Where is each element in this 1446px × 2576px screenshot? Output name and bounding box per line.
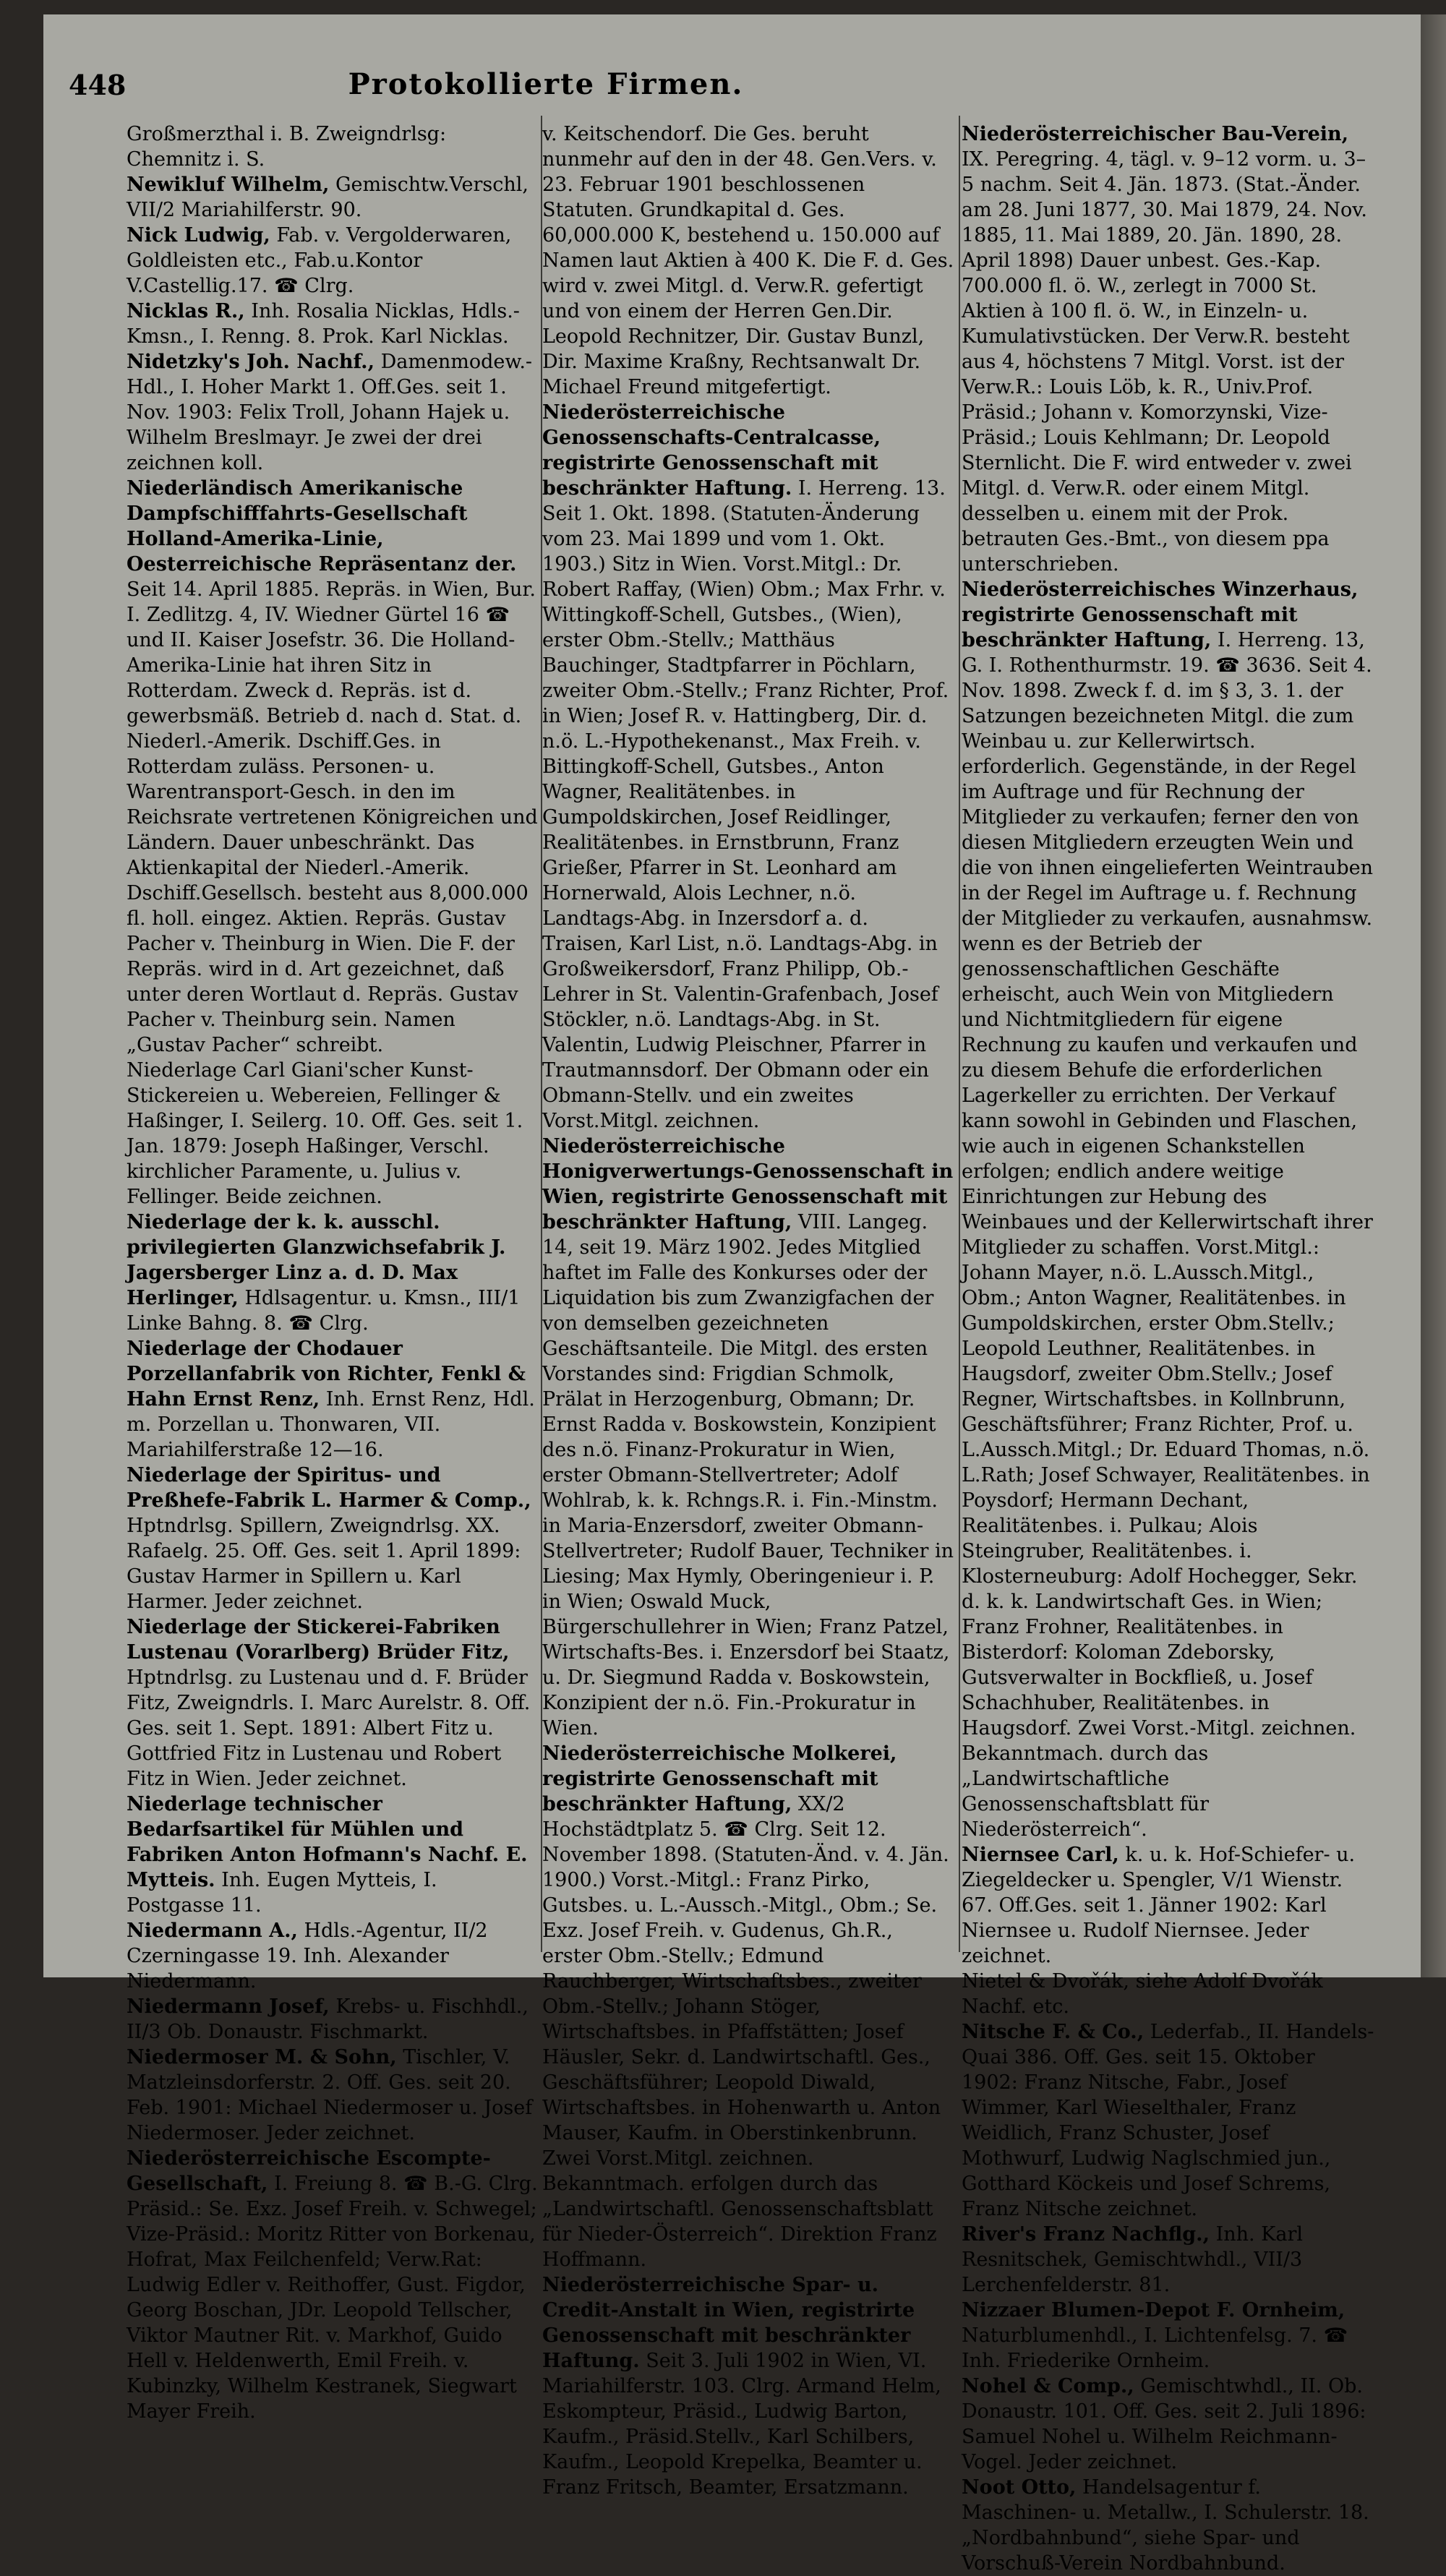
firm-details: Tischler, V. Matzleinsdorferstr. 2. Off. Ges. seit 20. Feb. 1901: Michael Niedermoser u. Josef Niedermoser. Jeder zeichnet.	[127, 2046, 533, 2144]
firm-details: Krebs- u. Fischhdl., II/3 Ob. Donaustr. Fischmarkt.	[127, 1995, 529, 2043]
firm-name: Niederlage der Spiritus- und Preßhefe-Fabrik L. Harmer & Comp.,	[127, 1464, 531, 1512]
firm-name: River's Franz Nachflg.,	[962, 2223, 1210, 2246]
firm-name: Niederösterreichisches Winzerhaus, registrirte Genossenschaft mit beschränkter Haftung,	[962, 578, 1359, 651]
page-number: 448	[69, 69, 127, 101]
firm-details: Inh. Rosalia Nicklas, Hdls.-Kmsn., I. Renng. 8. Prok. Karl Nicklas.	[127, 300, 520, 348]
firm-name: Niederlage technischer Bedarfsartikel für Mühlen und Fabriken Anton Hofmann's Nachf. E. Mytteis.	[127, 1793, 528, 1891]
firm-details: IX. Peregring. 4, tägl. v. 9–12 vorm. u. 3–5 nachm. Seit 4. Jän. 1873. (Stat.-Änder. am 28. Juni 1877, 30. Mai 1879, 24. Nov. 1885, 11. Mai 1889, 20. Jän. 1890, 28. April 1898) Dauer unbest. Ges.-Kap. 700.000 fl. ö. W., zerlegt in 7000 St. Aktien à 100 fl. ö. W., in Einzeln- u. Kumulativstücken. Der Verw.R. besteht aus 4, höchstens 7 Mitgl. Vorst. ist der Verw.R.: Louis Löb, k. R., Univ.Prof. Präsid.; Johann v. Komorzynski, Vize-Präsid.; Louis Kehlmann; Dr. Leopold Sternlicht. Die F. wird entweder v. zwei Mitgl. d. Verw.R. oder einem Mitgl. desselben u. einem mit der Prok. betrauten Ges.-Bmt., von diesem ppa unterschrieben.	[962, 148, 1367, 575]
column-middle	[542, 121, 954, 2499]
firm-entry	[962, 2222, 1377, 2298]
firm-entry	[962, 2298, 1377, 2374]
firm-entry	[542, 2272, 954, 2500]
firm-entry	[127, 2045, 539, 2146]
firm-name: Niernsee Carl,	[962, 1844, 1119, 1866]
firm-details: Seit 3. Juli 1902 in Wien, VI. Mariahilferstr. 103. Clrg. Armand Helm, Eskompteur, Präsid., Ludwig Barton, Kaufm., Präsid.Stellv., Karl Schilbers, Kaufm., Leopold Krepelka, Beamter u. Franz Fritsch, Beamter, Ersatzmann.	[542, 2350, 941, 2499]
firm-entry	[962, 577, 1377, 1842]
column-right	[962, 121, 1377, 2575]
firm-details: Fab. v. Vergolderwaren, Goldleisten etc., Fab.u.Kontor V.Castellig.17. ☎ Clrg.	[127, 224, 512, 297]
firm-entry	[542, 1134, 954, 1741]
firm-details: Handelsagentur f. Maschinen- u. Metallw., I. Schulerstr. 18.	[962, 2476, 1369, 2524]
firm-details: Inh. Karl Resnitschek, Gemischtwhdl., VII/3 Lerchenfelderstr. 81.	[962, 2223, 1303, 2296]
firm-entry	[542, 121, 954, 400]
firm-entry	[962, 1842, 1377, 1969]
firm-details: Gemischtw.Verschl, VII/2 Mariahilferstr. 90.	[127, 174, 529, 221]
firm-details: Hptndrlsg. Spillern, Zweigndrlsg. XX. Rafaelg. 25. Off. Ges. seit 1. April 1899: Gustav Harmer in Spillern u. Karl Harmer. Jeder zeichnet.	[127, 1515, 521, 1613]
firm-entry	[962, 2374, 1377, 2475]
firm-name: Niederlage der k. k. ausschl. privilegierten Glanzwichsefabrik J. Jagersberger Linz a. d. D. Max Herlinger,	[127, 1211, 506, 1309]
firm-details: Inh. Eugen Mytteis, I. Postgasse 11.	[127, 1869, 437, 1917]
running-title: Protokollierte Firmen.	[348, 67, 744, 101]
firm-details: I. Herreng. 13, G. I. Rothenthurmstr. 19. ☎ 3636. Seit 4. Nov. 1898. Zweck f. d. im § 3, 3. 1. der Satzungen bezeichneten Mitgl. die zum Weinbau u. zur Kellerwirtsch. erforderlich. Gegenstände, in der Regel im Auftrage und für Rechnung der Mitglieder zu verkaufen; ferner den von diesen Mitgliedern erzeugten Wein und die von ihnen eingelieferten Weintrauben in der Regel im Auftrage u. f. Rechnung der Mitglieder zu verkaufen, ausnahmsw. wenn es der Betrieb der genossenschaftlichen Geschäfte erheischt, auch Wein von Mitgliedern und Nichtmitgliedern für eigene Rechnung zu kaufen und verkaufen und zu diesem Behufe die erforderlichen Lagerkeller zu errichten. Der Verkauf kann sowohl in Gebinden und Flaschen, wie auch in eigenen Schankstellen erfolgen; endlich andere weitige Einrichtungen zur Hebung des Weinbaues und der Kellerwirtschaft ihrer Mitglieder zu schaffen. Vorst.Mitgl.: Johann Mayer, n.ö. L.Aussch.Mitgl., Obm.; Anton Wagner, Realitätenbes. in Gumpoldskirchen, erster Obm.Stellv.; Leopold Leuthner, Realitätenbes. in Haugsdorf, zweiter Obm.Stellv.; Josef Regner, Wirtschaftsbes. in Kollnbrunn, Geschäftsführer; Franz Richter, Prof. u. L.Aussch.Mitgl.; Dr. Eduard Thomas, n.ö. L.Rath; Josef Schwayer, Realitätenbes. in Poysdorf; Hermann Dechant, Realitätenbes. i. Pulkau; Alois Steingruber, Realitätenbes. i. Klosterneuburg: Adolf Hochegger, Sekr. d. k. k. Landwirtschaft Ges. in Wien; Franz Frohner, Realitätenbes. in Bisterdorf: Koloman Zdeborsky, Gutsverwalter in Bockfließ, u. Josef Schachhuber, Realitätenbes. in Haugsdorf. Zwei Vorst.-Mitgl. zeichnen. Bekanntmach. durch das „Landwirtschaftliche Genossenschaftsblatt für Niederösterreich“.	[962, 629, 1373, 1841]
column-rule	[959, 116, 960, 1952]
page-edge	[1421, 14, 1446, 1977]
firm-entry	[127, 476, 539, 1058]
firm-name: Niederlage der Chodauer Porzellanfabrik von Richter, Fenkl & Hahn Ernst Renz,	[127, 1338, 526, 1411]
firm-entry	[127, 1336, 539, 1463]
firm-details: XX/2 Hochstädtplatz 5. ☎ Clrg. Seit 12. November 1898. (Statuten-Änd. v. 4. Jän. 1900.) Vorst.-Mitgl.: Franz Pirko, Gutsbes. u. L.-Aussch.-Mitgl., Obm.; Se. Exz. Josef Freih. v. Gudenus, Gh.R., erster Obm.-Stellv.; Edmund Rauchberger, Wirtschaftsbes., zweiter Obm.-Stellv.; Johann Stöger, Wirtschaftsbes. in Pfaffstätten; Josef Häusler, Sekr. d. Landwirtschaftl. Ges., Geschäftsführer; Leopold Diwald, Wirtschaftsbes. in Hohenwarth u. Anton Mauser, Kaufm. in Oberstinkenbrunn. Zwei Vorst.Mitgl. zeichnen. Bekanntmach. erfolgen durch das „Landwirtschaftl. Genossenschaftsblatt für Nieder-Österreich“. Direktion Franz Hoffmann.	[542, 1793, 949, 2271]
firm-name: Niederösterreichische Escompte-Gesellschaft,	[127, 2147, 491, 2195]
firm-details: I. Freiung 8. ☎ B.-G. Clrg. Präsid.: Se. Exz. Josef Freih. v. Schwegel; Vize-Präsid.: Moritz Ritter von Borkenau, Hofrat, Max Feilchenfeld; Verw.Rat: Ludwig Edler v. Reithoffer, Gust. Figdor, Georg Boschan, JDr. Leopold Tellscher, Viktor Mautner Rit. v. Markhof, Guido Hell v. Heldenwerth, Emil Freih. v. Kubinzky, Wilhelm Kestranek, Siegwart Mayer Freih.	[127, 2173, 538, 2423]
firm-entry	[962, 2525, 1377, 2576]
firm-details: Gemischtwhdl., II. Ob. Donaustr. 101. Off. Ges. seit 2. Juli 1896: Samuel Nohel u. Wilhelm Reichmann-Vogel. Jeder zeichnet.	[962, 2375, 1366, 2473]
firm-name: Nizzaer Blumen-Depot F. Ornheim,	[962, 2299, 1346, 2322]
firm-name: Niederösterreichische Molkerei, registrirte Genossenschaft mit beschränkter Haftung,	[542, 1742, 897, 1815]
firm-name: Nick Ludwig,	[127, 224, 270, 247]
firm-name: Niederösterreichischer Bau-Verein,	[962, 123, 1349, 145]
firm-entry	[127, 2146, 539, 2424]
firm-details: Naturblumenhdl., I. Lichtenfelsg. 7. ☎ Inh. Friederike Ornheim.	[962, 2324, 1348, 2372]
firm-entry	[962, 2475, 1377, 2525]
firm-name: Noot Otto,	[962, 2476, 1077, 2499]
firm-entry	[127, 1994, 539, 2045]
firm-details: Nietel & Dvořák, siehe Adolf Dvořák Nachf. etc.	[962, 1970, 1323, 2018]
firm-entry	[127, 1792, 539, 1918]
firm-entry	[127, 1614, 539, 1792]
firm-name: Niederösterreichische Honigverwertungs-Genossenschaft in Wien, registrirte Genossenschaft mit beschränkter Haftung,	[542, 1135, 954, 1233]
firm-name: Niederösterreichische Spar- u. Credit-Anstalt in Wien, registrirte Genossenschaft mit beschränkter Haftung.	[542, 2274, 915, 2372]
firm-entry	[127, 1210, 539, 1336]
firm-details: Niederlage Carl Giani'scher Kunst-Stickereien u. Webereien, Fellinger & Haßinger, I. Seilerg. 10. Off. Ges. seit 1. Jan. 1879: Joseph Haßinger, Verschl. kirchlicher Paramente, u. Julius v. Fellinger. Beide zeichnen.	[127, 1059, 523, 1208]
firm-details: Lederfab., II. Handels-Quai 386. Off. Ges. seit 15. Oktober 1902: Franz Nitsche, Fabr., Josef Wimmer, Karl Wieselthaler, Franz Weidlich, Franz Schuster, Josef Mothwurf, Ludwig Naglschmied jun., Gotthard Köckeis und Josef Schrems, Franz Nitsche zeichnet.	[962, 2021, 1374, 2220]
firm-details: Großmerzthal i. B. Zweigndrlsg: Chemnitz i. S.	[127, 123, 447, 171]
firm-entry	[542, 400, 954, 1134]
page-header	[69, 69, 922, 112]
firm-entry	[127, 1463, 539, 1614]
firm-entry	[962, 1969, 1377, 2019]
firm-entry	[127, 1918, 539, 1994]
firm-details: „Nordbahnbund“, siehe Spar- und Vorschuß-Verein Nordbahnbund.	[962, 2527, 1300, 2575]
firm-entry	[127, 121, 539, 172]
firm-name: Niedermann Josef,	[127, 1995, 330, 2018]
firm-details: VIII. Langeg. 14, seit 19. März 1902. Jedes Mitglied haftet im Falle des Konkurses oder der Liquidation bis zum Zwanzigfachen der von demselben gezeichneten Geschäftsanteile. Die Mitgl. des ersten Vorstandes sind: Frigdian Schmolk, Prälat in Herzogenburg, Obmann; Dr. Ernst Radda v. Boskowstein, Konzipient des n.ö. Finanz-Prokuratur in Wien, erster Obmann-Stellvertreter; Adolf Wohlrab, k. k. Rchngs.R. i. Fin.-Minstm. in Maria-Enzersdorf, zweiter Obmann-Stellvertreter; Rudolf Bauer, Techniker in Liesing; Max Hymly, Oberingenieur i. P. in Wien; Oswald Muck, Bürgerschullehrer in Wien; Franz Patzel, Wirtschafts-Bes. i. Enzersdorf bei Staatz, u. Dr. Siegmund Radda v. Boskowstein, Konzipient der n.ö. Fin.-Prokuratur in Wien.	[542, 1211, 954, 1740]
firm-name: Nohel & Comp.,	[962, 2375, 1134, 2397]
firm-details: Hdlsagentur. u. Kmsn., III/1 Linke Bahng. 8. ☎ Clrg.	[127, 1287, 521, 1335]
firm-details: I. Herreng. 13. Seit 1. Okt. 1898. (Statuten-Änderung vom 23. Mai 1899 und vom 1. Okt. 1903.) Sitz in Wien. Vorst.Mitgl.: Dr. Robert Raffay, (Wien) Obm.; Max Frhr. v. Wittingkoff-Schell, Gutsbes., (Wien), erster Obm.-Stellv.; Matthäus Bauchinger, Stadtpfarrer in Pöchlarn, zweiter Obm.-Stellv.; Franz Richter, Prof. in Wien; Josef R. v. Hattingberg, Dir. d. n.ö. L.-Hypothekenanst., Max Freih. v. Bittingkoff-Schell, Gutsbes., Anton Wagner, Realitätenbes. in Gumpoldskirchen, Josef Reidlinger, Realitätenbes. in Ernstbrunn, Franz Grießer, Pfarrer in St. Leonhard am Hornerwald, Alois Lechner, n.ö. Landtags-Abg. in Inzersdorf a. d. Traisen, Karl List, n.ö. Landtags-Abg. in Großweikersdorf, Franz Philipp, Ob.-Lehrer in St. Valentin-Grafenbach, Josef Stöckler, n.ö. Landtags-Abg. in St. Valentin, Ludwig Pleischner, Pfarrer in Trautmannsdorf. Der Obmann oder ein Obmann-Stellv. und ein zweites Vorst.Mitgl. zeichnen.	[542, 477, 949, 1132]
firm-entry	[127, 172, 539, 223]
firm-entry	[127, 299, 539, 349]
firm-entry	[127, 349, 539, 476]
firm-details: Damenmodew.-Hdl., I. Hoher Markt 1. Off.Ges. seit 1. Nov. 1903: Felix Troll, Johann Hajek u. Wilhelm Breslmayr. Je zwei der drei zeichnen koll.	[127, 351, 533, 474]
firm-details: Inh. Ernst Renz, Hdl. m. Porzellan u. Thonwaren, VII. Mariahilferstraße 12—16.	[127, 1388, 535, 1461]
firm-name: Newikluf Wilhelm,	[127, 174, 330, 196]
firm-name: Nicklas R.,	[127, 300, 245, 322]
firm-name: Nitsche F. & Co.,	[962, 2021, 1145, 2043]
firm-entry	[962, 121, 1377, 577]
column-left	[127, 121, 539, 2423]
firm-details: Hptndrlsg. zu Lustenau und d. F. Brüder Fitz, Zweigndrls. I. Marc Aurelstr. 8. Off. Ges. seit 1. Sept. 1891: Albert Fitz u. Gottfried Fitz in Lustenau und Robert Fitz in Wien. Jeder zeichnet.	[127, 1666, 531, 1790]
firm-name: Niederländisch Amerikanische Dampfschifffahrts-Gesellschaft Holland-Amerika-Linie, Oesterreichische Repräsentanz der.	[127, 477, 517, 575]
firm-entry	[127, 1058, 539, 1210]
firm-entry	[127, 223, 539, 299]
firm-details: Seit 14. April 1885. Repräs. in Wien, Bur. I. Zedlitzg. 4, IV. Wiedner Gürtel 16 ☎ und II. Kaiser Josefstr. 36. Die Holland-Amerika-Linie hat ihren Sitz in Rotterdam. Zweck d. Repräs. ist d. gewerbsmäß. Betrieb d. nach d. Stat. d. Niederl.-Amerik. Dschiff.Ges. in Rotterdam zuläss. Personen- u. Warentransport-Gesch. in den im Reichsrate vertretenen Königreichen und Ländern. Dauer unbeschränkt. Das Aktienkapital der Niederl.-Amerik. Dschiff.Gesellsch. besteht aus 8,000.000 fl. holl. eingez. Aktien. Repräs. Gustav Pacher v. Theinburg in Wien. Die F. der Repräs. wird in d. Art gezeichnet, daß unter deren Wortlaut d. Repräs. Gustav Pacher v. Theinburg sein. Namen „Gustav Pacher“ schreibt.	[127, 578, 538, 1056]
firm-name: Niederösterreichische Genossenschafts-Centralcasse, registrirte Genossenschaft mit beschränkter Haftung.	[542, 401, 881, 500]
firm-entry	[542, 1741, 954, 2272]
firm-name: Nidetzky's Joh. Nachf.,	[127, 351, 375, 373]
firm-details: k. u. k. Hof-Schiefer- u. Ziegeldecker u. Spengler, V/1 Wienstr. 67. Off.Ges. seit 1. Jänner 1902: Karl Niernsee u. Rudolf Niernsee. Jeder zeichnet.	[962, 1844, 1356, 1967]
firm-name: Niedermoser M. & Sohn,	[127, 2046, 397, 2068]
firm-name: Niedermann A.,	[127, 1920, 298, 1942]
firm-entry	[962, 2019, 1377, 2222]
firm-details: v. Keitschendorf. Die Ges. beruht nunmehr auf den in der 48. Gen.Vers. v. 23. Februar 1901 beschlossenen Statuten. Grundkapital d. Ges. 60,000.000 K, bestehend u. 150.000 auf Namen laut Aktien à 400 K. Die F. d. Ges. wird v. zwei Mitgl. d. Verw.R. gefertigt und von einem der Herren Gen.Dir. Leopold Rechnitzer, Dir. Gustav Bunzl, Dir. Maxime Kraßny, Rechtsanwalt Dr. Michael Freund mitgefertigt.	[542, 123, 954, 398]
firm-name: Niederlage der Stickerei-Fabriken Lustenau (Vorarlberg) Brüder Fitz,	[127, 1616, 510, 1664]
firm-details: Hdls.-Agentur, II/2 Czerningasse 19. Inh. Alexander Niedermann.	[127, 1920, 488, 1993]
